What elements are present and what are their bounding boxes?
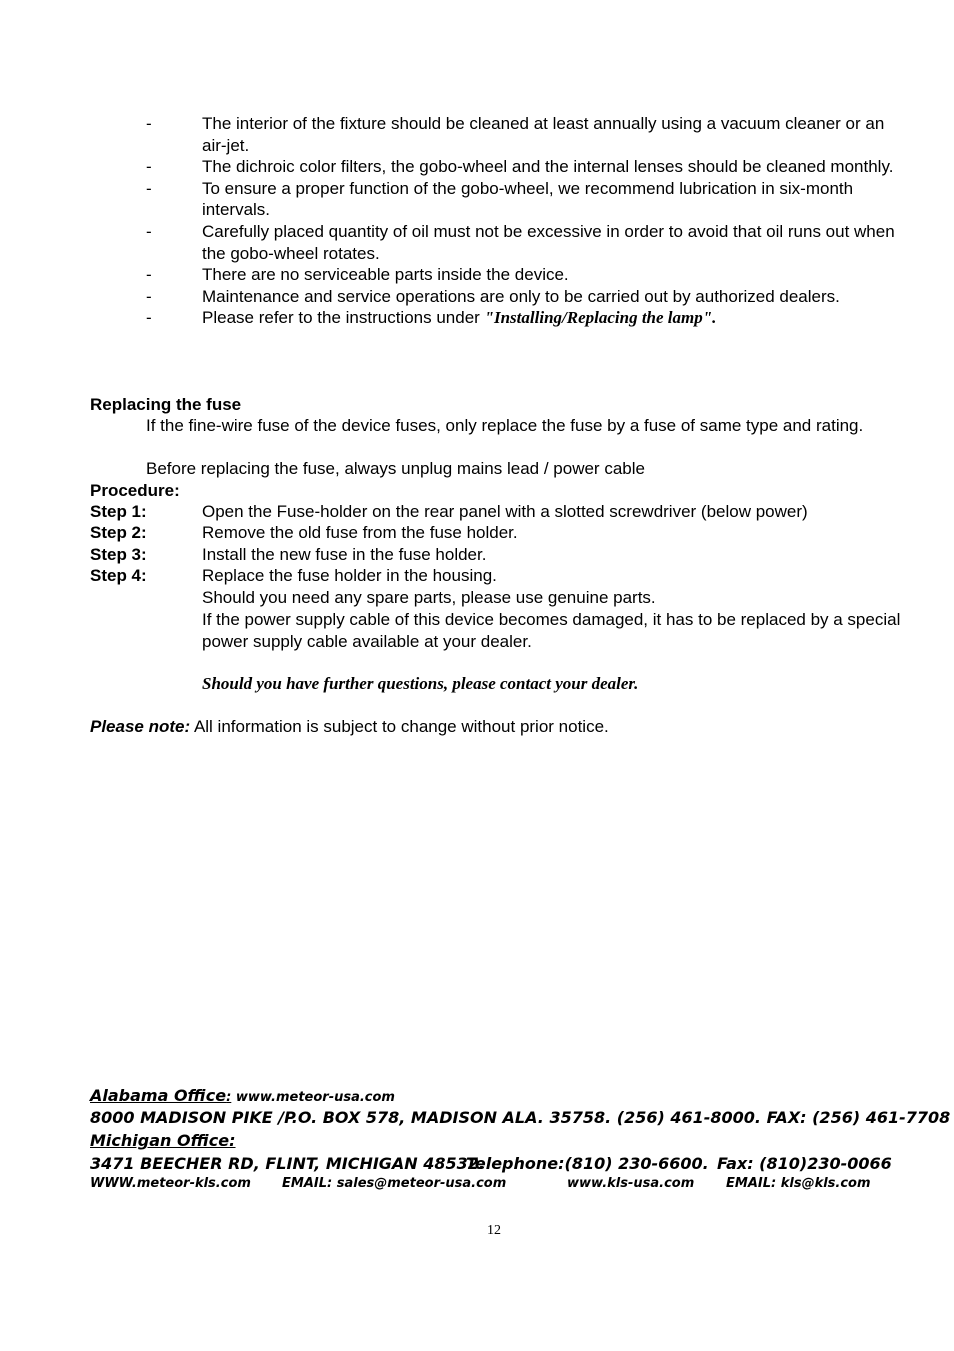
list-item-text: The interior of the fixture should be cleaned at least annually using a vacuum cleaner or an air-jet. <box>202 114 885 155</box>
step-text: Replace the fuse holder in the housing. <box>202 566 497 585</box>
step-label: Step 3: <box>90 545 147 564</box>
contact-dealer-text: Should you have further questions, please contact your dealer. <box>202 674 639 693</box>
step-text: Open the Fuse-holder on the rear panel with a slotted screwdriver (below power) <box>202 502 808 521</box>
bullet-dash: - <box>146 286 152 306</box>
lamp-instructions-reference: "Installing/Replacing the lamp". <box>484 308 717 328</box>
bullet-dash: - <box>146 308 152 328</box>
bullet-dash: - <box>146 114 152 133</box>
alabama-website: www.meteor-usa.com <box>231 1090 395 1105</box>
michigan-office-label: Michigan Office: <box>90 1131 236 1150</box>
web-link-meteor-kls[interactable]: WWW.meteor-kls.com <box>90 1176 251 1191</box>
list-item-text: There are no serviceable parts inside the device. <box>202 265 569 285</box>
section-heading-replacing-fuse: Replacing the fuse <box>90 395 242 414</box>
email-kls[interactable]: EMAIL: kls@kls.com <box>726 1176 871 1191</box>
alabama-office-colon: : <box>226 1090 232 1105</box>
list-item-text: Carefully placed quantity of oil must not be excessive in order to avoid that oil runs out when the gobo-wheel rotates. <box>202 221 895 263</box>
michigan-address: 3471 BEECHER RD, FLINT, MICHIGAN 48532. <box>90 1154 485 1173</box>
list-item-text: The dichroic color filters, the gobo-wheel and the internal lenses should be cleaned monthly. <box>202 157 894 177</box>
list-item <box>0 156 954 178</box>
list-item <box>0 113 954 156</box>
michigan-phone: Telephone:(810) 230-6600. <box>466 1154 709 1173</box>
procedure-heading: Procedure: <box>90 481 180 500</box>
alabama-office-line <box>90 1085 395 1109</box>
michigan-address-line <box>90 1153 485 1175</box>
michigan-fax: Fax: (810)230-0066 <box>717 1154 892 1173</box>
step-label: Step 4: <box>90 566 147 585</box>
alabama-address: 8000 MADISON PIKE /P.O. BOX 578, MADISON ALA. 35758. (256) 461-8000. FAX: (256) 461-7708 <box>90 1108 951 1127</box>
page-number: 12 <box>487 1223 501 1238</box>
fuse-paragraph-2: Before replacing the fuse, always unplug mains lead / power cable <box>146 459 645 478</box>
bullet-dash: - <box>146 265 152 285</box>
list-item <box>0 307 954 329</box>
please-note-text: All information is subject to change without prior notice. <box>190 717 609 736</box>
list-item-text: Maintenance and service operations are only to be carried out by authorized dealers. <box>202 286 840 306</box>
maintenance-list <box>0 113 954 329</box>
step-text: Install the new fuse in the fuse holder. <box>202 545 487 564</box>
power-cable-note: If the power supply cable of this device becomes damaged, it has to be replaced by a special power supply cable available at your dealer. <box>202 610 901 651</box>
step-text: Remove the old fuse from the fuse holder. <box>202 523 518 542</box>
please-note <box>90 716 609 738</box>
list-item-text: To ensure a proper function of the gobo-wheel, we recommend lubrication in six-month intervals. <box>202 178 854 220</box>
fuse-paragraph-1: If the fine-wire fuse of the device fuses, only replace the fuse by a fuse of same type and rating. <box>146 416 864 435</box>
step-label: Step 2: <box>90 523 147 542</box>
alabama-office-label: Alabama Office <box>90 1086 227 1105</box>
bullet-dash: - <box>146 221 152 241</box>
list-item-text <box>202 307 902 329</box>
please-note-label: Please note: <box>90 717 191 736</box>
list-item <box>0 264 954 286</box>
step-label: Step 1: <box>90 502 147 521</box>
list-item-text-plain: Please refer to the instructions under <box>202 308 485 328</box>
list-item <box>0 286 954 308</box>
email-sales-meteor[interactable]: EMAIL: sales@meteor-usa.com <box>282 1176 507 1191</box>
list-item <box>0 221 954 264</box>
spare-parts-text: Should you need any spare parts, please use genuine parts. <box>202 588 656 607</box>
web-link-kls-usa[interactable]: www.kls-usa.com <box>567 1176 695 1191</box>
bullet-dash: - <box>146 157 152 177</box>
list-item <box>0 178 954 221</box>
bullet-dash: - <box>146 178 152 198</box>
